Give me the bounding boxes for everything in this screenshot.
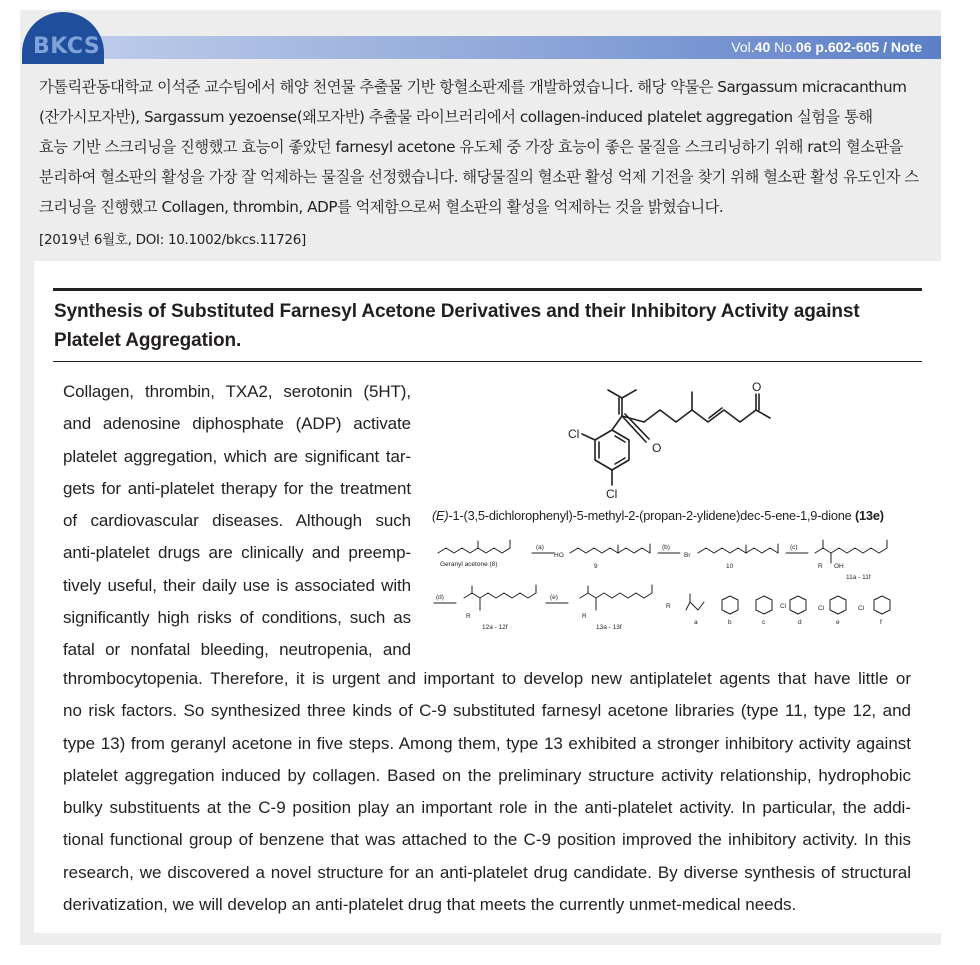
summary-line: 크리닝을 진행했고 Collagen, thrombin, ADP를 억제함으로써 혈소판의 활성을 억제하는 것을 밝혔습니다. bbox=[39, 198, 724, 216]
abstract-line: of cardiovascular diseases. Although such bbox=[63, 511, 411, 531]
abstract-line: fatal or nonfatal bleeding, neutropenia, and bbox=[63, 640, 411, 660]
compound-13-label: 13a - 13f bbox=[596, 624, 622, 631]
r-group-c: c bbox=[762, 619, 766, 626]
compound-caption: (E)-1-(3,5-dichlorophenyl)-5-methyl-2-(propan-2-ylidene)dec-5-ene-1,9-dione (13e) bbox=[432, 508, 884, 523]
abstract-line: significantly high risks of conditions, such as bbox=[63, 608, 411, 628]
abstract-line: type 13) from geranyl acetone in five steps. Among them, type 13 exhibited a stronger inhibitory activity against bbox=[63, 733, 911, 753]
abstract-line: derivatization, we will develop an anti-platelet drug that meets the currently unmet-medical needs. bbox=[63, 895, 797, 915]
summary-line: 분리하여 혈소판의 활성을 가장 잘 억제하는 물질을 선정했습니다. 해당물질의 혈소판 활성 억제 기전을 찾기 위해 혈소판 활성 유도인자 스 bbox=[39, 168, 919, 186]
summary-line: (잔가시모자반), Sargassum yezoense(왜모자반) 추출물 라이브러리에서 collagen-induced platelet aggregation 실험을 통해 bbox=[39, 108, 873, 126]
korean-summary bbox=[39, 72, 939, 222]
r-label-12: R bbox=[466, 613, 471, 620]
structure-figure bbox=[420, 378, 925, 648]
volume-info: Vol.40 No.06 p.602-605 / Note bbox=[731, 39, 922, 55]
abstract-line: tional functional group of benzene that was attached to the C-9 position improved the inhibitory activity. In this bbox=[63, 830, 911, 850]
compound-11-label: 11a - 11f bbox=[846, 574, 871, 581]
oh-label: OH bbox=[834, 563, 844, 570]
abstract-line: gets for anti-platelet therapy for the treatment bbox=[63, 478, 411, 498]
r-group-d: d bbox=[798, 619, 802, 626]
cl-label-f: Cl bbox=[858, 605, 865, 612]
r-label-11: R bbox=[818, 563, 823, 570]
summary-line: 효능 기반 스크리닝을 진행했고 효능이 좋았던 farnesyl acetone 유도체 중 가장 효능이 좋은 물질을 스크리닝하기 위해 rat의 혈소판을 bbox=[39, 138, 903, 156]
r-group-a: a bbox=[694, 619, 698, 626]
compound-10-label: 10 bbox=[726, 563, 734, 570]
compound-12-label: 12a - 12f bbox=[482, 624, 508, 631]
step-b-label: (b) bbox=[662, 544, 670, 551]
r-group-label: R bbox=[666, 603, 671, 610]
abstract-line: bulky substituents at the C-9 position play an important role in the anti-platelet activity. In particular, the addi- bbox=[63, 798, 911, 818]
abstract-line: no risk factors. So synthesized three kinds of C-9 substituted farnesyl acetone libraries (type 11, type 12, and bbox=[63, 701, 911, 721]
br-label: Br bbox=[684, 552, 691, 559]
r-group-e: e bbox=[836, 619, 840, 626]
cl-label-top: Cl bbox=[568, 427, 580, 441]
title-rule-bottom bbox=[53, 361, 922, 362]
abstract-line: thrombocytopenia. Therefore, it is urgent and important to develop new antiplatelet agents that have little or bbox=[63, 669, 911, 688]
compound-9-label: 9 bbox=[594, 563, 598, 570]
r-group-f: f bbox=[880, 619, 882, 626]
terminal-oxygen: O bbox=[752, 380, 762, 394]
abstract-line: tively useful, their daily use is associated with bbox=[63, 575, 411, 595]
abstract-line: anti-platelet drugs are clinically and preemp- bbox=[63, 543, 411, 563]
article-title: Synthesis of Substituted Farnesyl Acetone Derivatives and their Inhibitory Activity against Platelet Aggregation. bbox=[54, 301, 860, 351]
benzene-ring bbox=[595, 430, 629, 470]
abstract-line: platelet aggregation induced by collagen. Based on the preliminary structure activity relationship, hydrophobic bbox=[63, 765, 911, 785]
step-a-label: (a) bbox=[536, 544, 544, 551]
journal-badge-text: BKCS bbox=[33, 34, 101, 59]
r-group-b: b bbox=[728, 619, 732, 626]
cl-label-bottom: Cl bbox=[606, 487, 618, 501]
abstract-line: research, we discovered a novel structure for an anti-platelet drug candidate. By diverse synthesis of structural bbox=[63, 862, 911, 882]
step-d-label: (d) bbox=[436, 594, 444, 601]
r-label-13: R bbox=[582, 613, 587, 620]
step-e-label: (e) bbox=[550, 594, 558, 601]
citation: [2019년 6월호, DOI: 10.1002/bkcs.11726] bbox=[39, 232, 306, 248]
abstract-column bbox=[63, 376, 411, 667]
geranyl-label: Geranyl acetone (8) bbox=[440, 561, 498, 568]
abstract-line: Collagen, thrombin, TXA2, serotonin (5HT), bbox=[63, 382, 411, 401]
step-c-label: (c) bbox=[790, 544, 798, 551]
abstract-line: and adenosine diphosphate (ADP) activate bbox=[63, 414, 411, 434]
title-rule-top bbox=[53, 288, 922, 291]
ketone-oxygen: O bbox=[652, 441, 662, 455]
ho-label: HO bbox=[554, 552, 564, 559]
cl-label-d: Cl bbox=[780, 603, 787, 610]
cl-label-e: Cl bbox=[818, 605, 825, 612]
abstract-full-width bbox=[63, 663, 911, 921]
summary-line: 가톨릭관동대학교 이석준 교수팀에서 해양 천연물 추출물 기반 항혈소판제를 개발하였습니다. 해당 약물은 Sargassum micracanthum bbox=[39, 78, 907, 96]
abstract-line: platelet aggregation, which are significant tar- bbox=[63, 446, 411, 466]
